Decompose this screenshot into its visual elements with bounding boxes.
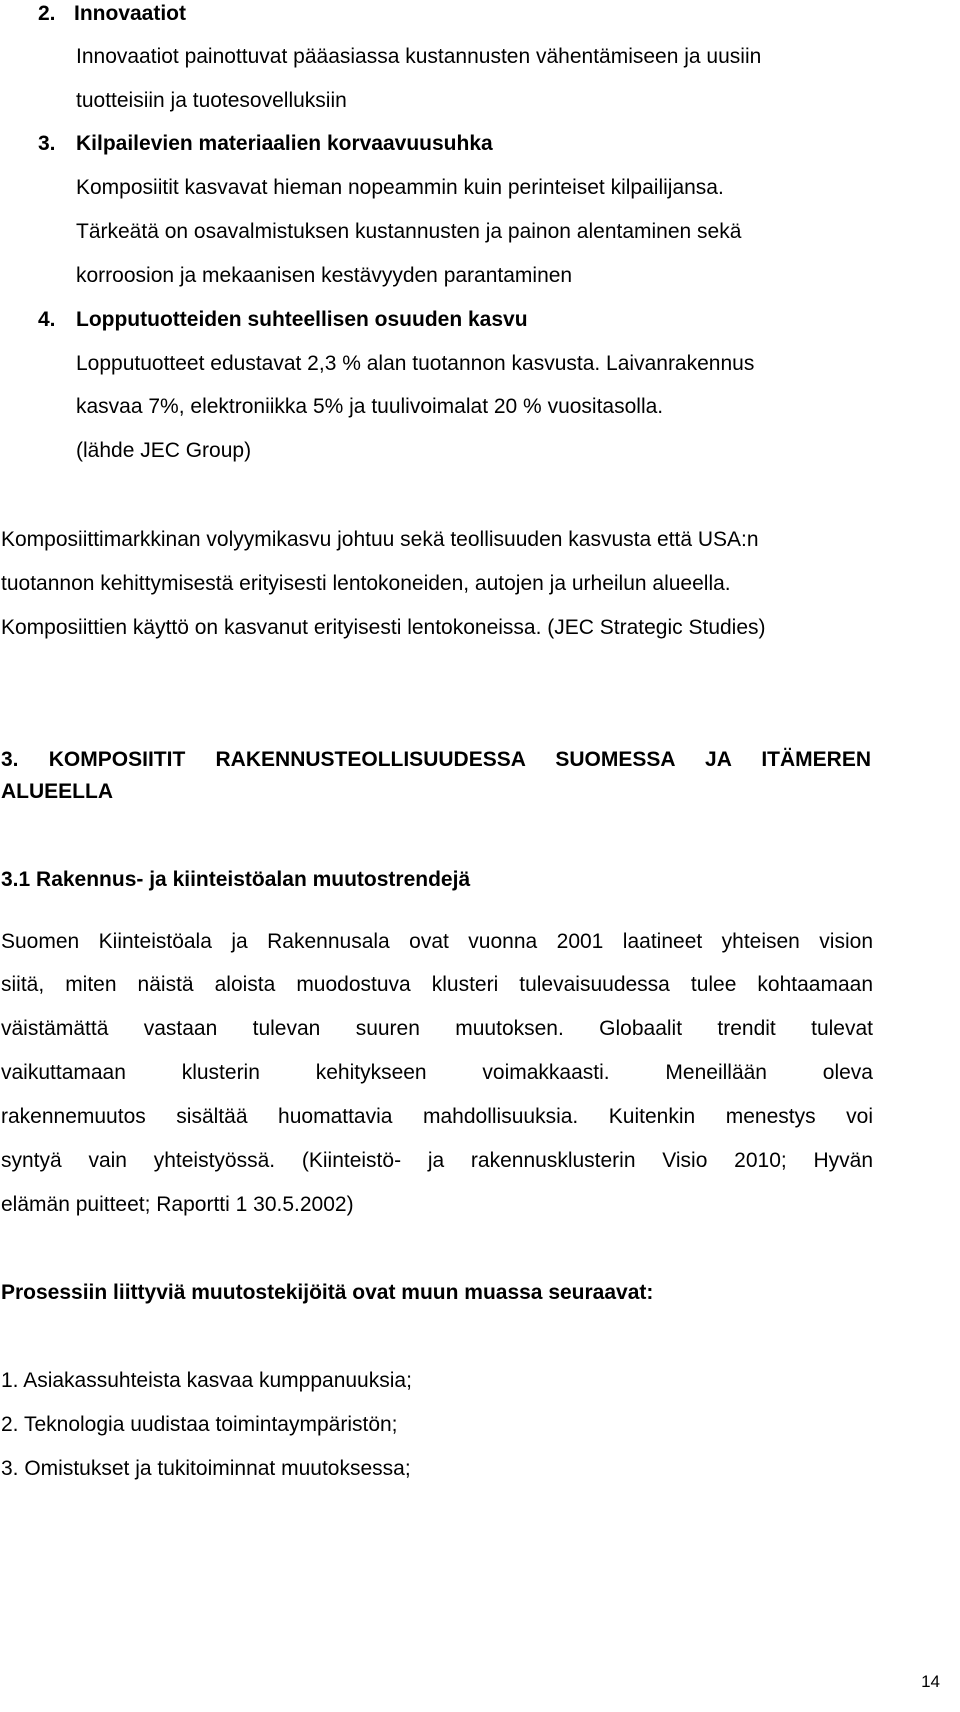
process-heading: Prosessiin liittyviä muutostekijöitä ovat muun muassa seuraavat: xyxy=(1,1281,654,1304)
list-number: 2. xyxy=(38,2,56,25)
paragraph-line: rakennemuutos sisältää huomattavia mahdollisuuksia. Kuitenkin menestys voi xyxy=(1,1105,873,1128)
paragraph-line: tuotannon kehittymisestä erityisesti lentokoneiden, autojen ja urheilun alueella. xyxy=(1,572,731,595)
source-reference: (lähde JEC Group) xyxy=(76,439,252,462)
paragraph-line: syntyä vain yhteistyössä. (Kiinteistö- ja rakennusklusterin Visio 2010; Hyvän xyxy=(1,1149,873,1172)
paragraph-line: elämän puitteet; Raportti 1 30.5.2002) xyxy=(1,1193,354,1216)
paragraph-line: väistämättä vastaan tulevan suuren muutoksen. Globaalit trendit tulevat xyxy=(1,1017,873,1040)
paragraph-line: vaikuttamaan klusterin kehitykseen voimakkaasti. Meneillään oleva xyxy=(1,1061,873,1084)
list-item-2-heading: 2. Innovaatiot xyxy=(38,2,187,25)
process-list-item: 2. Teknologia uudistaa toimintaympäristön; xyxy=(1,1413,398,1436)
list-item-2-text: tuotteisiin ja tuotesovelluksiin xyxy=(76,89,347,112)
list-number: 4. xyxy=(38,308,56,331)
list-item-4-text: Lopputuotteet edustavat 2,3 % alan tuotannon kasvusta. Laivanrakennus xyxy=(76,352,755,375)
list-item-4-heading: 4. Lopputuotteiden suhteellisen osuuden kasvu xyxy=(38,308,528,331)
list-item-4-text: kasvaa 7%, elektroniikka 5% ja tuulivoimalat 20 % vuositasolla. xyxy=(76,395,664,418)
list-number: 3. xyxy=(38,132,56,155)
paragraph-line: Suomen Kiinteistöala ja Rakennusala ovat vuonna 2001 laatineet yhteisen vision xyxy=(1,930,873,953)
list-item-2-text: Innovaatiot painottuvat pääasiassa kustannusten vähentämiseen ja uusiin xyxy=(76,45,762,68)
list-item-3-text: korroosion ja mekaanisen kestävyyden parantaminen xyxy=(76,264,573,287)
process-list-item: 1. Asiakassuhteista kasvaa kumppanuuksia; xyxy=(1,1369,412,1392)
chapter-heading: 3. KOMPOSIITIT RAKENNUSTEOLLISUUDESSA SUOMESSA JA ITÄMEREN xyxy=(1,748,871,771)
paragraph-line: Komposiittimarkkinan volyymikasvu johtuu sekä teollisuuden kasvusta että USA:n xyxy=(1,528,759,551)
section-heading: 3.1 Rakennus- ja kiinteistöalan muutostrendejä xyxy=(1,868,471,891)
page-number: 14 xyxy=(921,1672,940,1691)
list-item-3-heading: 3. Kilpailevien materiaalien korvaavuusuhka xyxy=(38,132,493,155)
process-list-item: 3. Omistukset ja tukitoiminnat muutoksessa; xyxy=(1,1457,411,1480)
list-item-3-text: Tärkeätä on osavalmistuksen kustannusten ja painon alentaminen sekä xyxy=(76,220,742,243)
chapter-heading-continued: ALUEELLA xyxy=(1,780,113,803)
paragraph-line: Komposiittien käyttö on kasvanut erityisesti lentokoneissa. (JEC Strategic Studies) xyxy=(1,616,766,639)
list-item-3-text: Komposiitit kasvavat hieman nopeammin kuin perinteiset kilpailijansa. xyxy=(76,176,724,199)
paragraph-line: siitä, miten näistä aloista muodostuva klusteri tulevaisuudessa tulee kohtaamaan xyxy=(1,973,873,996)
